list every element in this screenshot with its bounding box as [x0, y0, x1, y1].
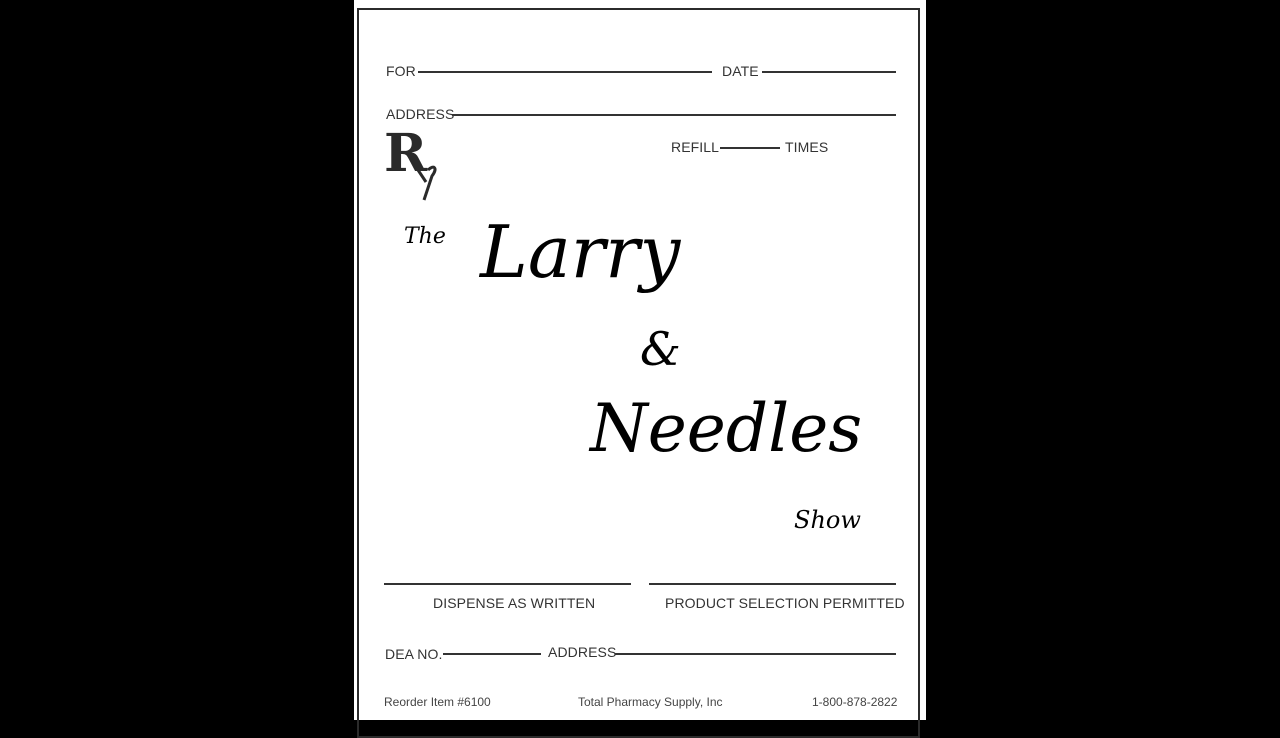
prescription-pad — [354, 0, 926, 720]
dea-label: DEA NO. — [385, 646, 443, 662]
reorder-text: Reorder Item #6100 — [384, 695, 491, 709]
refill-line — [720, 147, 780, 149]
product-selection-label: PRODUCT SELECTION PERMITTED — [665, 595, 905, 611]
rx-tail-icon — [412, 160, 442, 204]
dea-line — [443, 653, 541, 655]
for-label: FOR — [386, 63, 416, 79]
address2-label: ADDRESS — [548, 644, 617, 660]
phone-text: 1-800-878-2822 — [812, 695, 898, 709]
address-line — [452, 114, 896, 116]
title-show: Show — [794, 506, 861, 534]
times-label: TIMES — [785, 139, 829, 155]
product-signature-line — [649, 583, 896, 585]
for-line — [418, 71, 712, 73]
rx-symbol: R — [384, 123, 428, 184]
title-needles: Needles — [590, 390, 863, 467]
title-ampersand: & — [640, 322, 681, 376]
dispense-signature-line — [384, 583, 631, 585]
title-the: The — [404, 224, 446, 249]
address-label: ADDRESS — [386, 106, 455, 122]
supplier-text: Total Pharmacy Supply, Inc — [578, 695, 723, 709]
title-larry: Larry — [480, 210, 681, 294]
refill-label: REFILL — [671, 139, 720, 155]
date-label: DATE — [722, 63, 759, 79]
dispense-label: DISPENSE AS WRITTEN — [433, 595, 596, 611]
address2-line — [615, 653, 896, 655]
date-line — [762, 71, 896, 73]
